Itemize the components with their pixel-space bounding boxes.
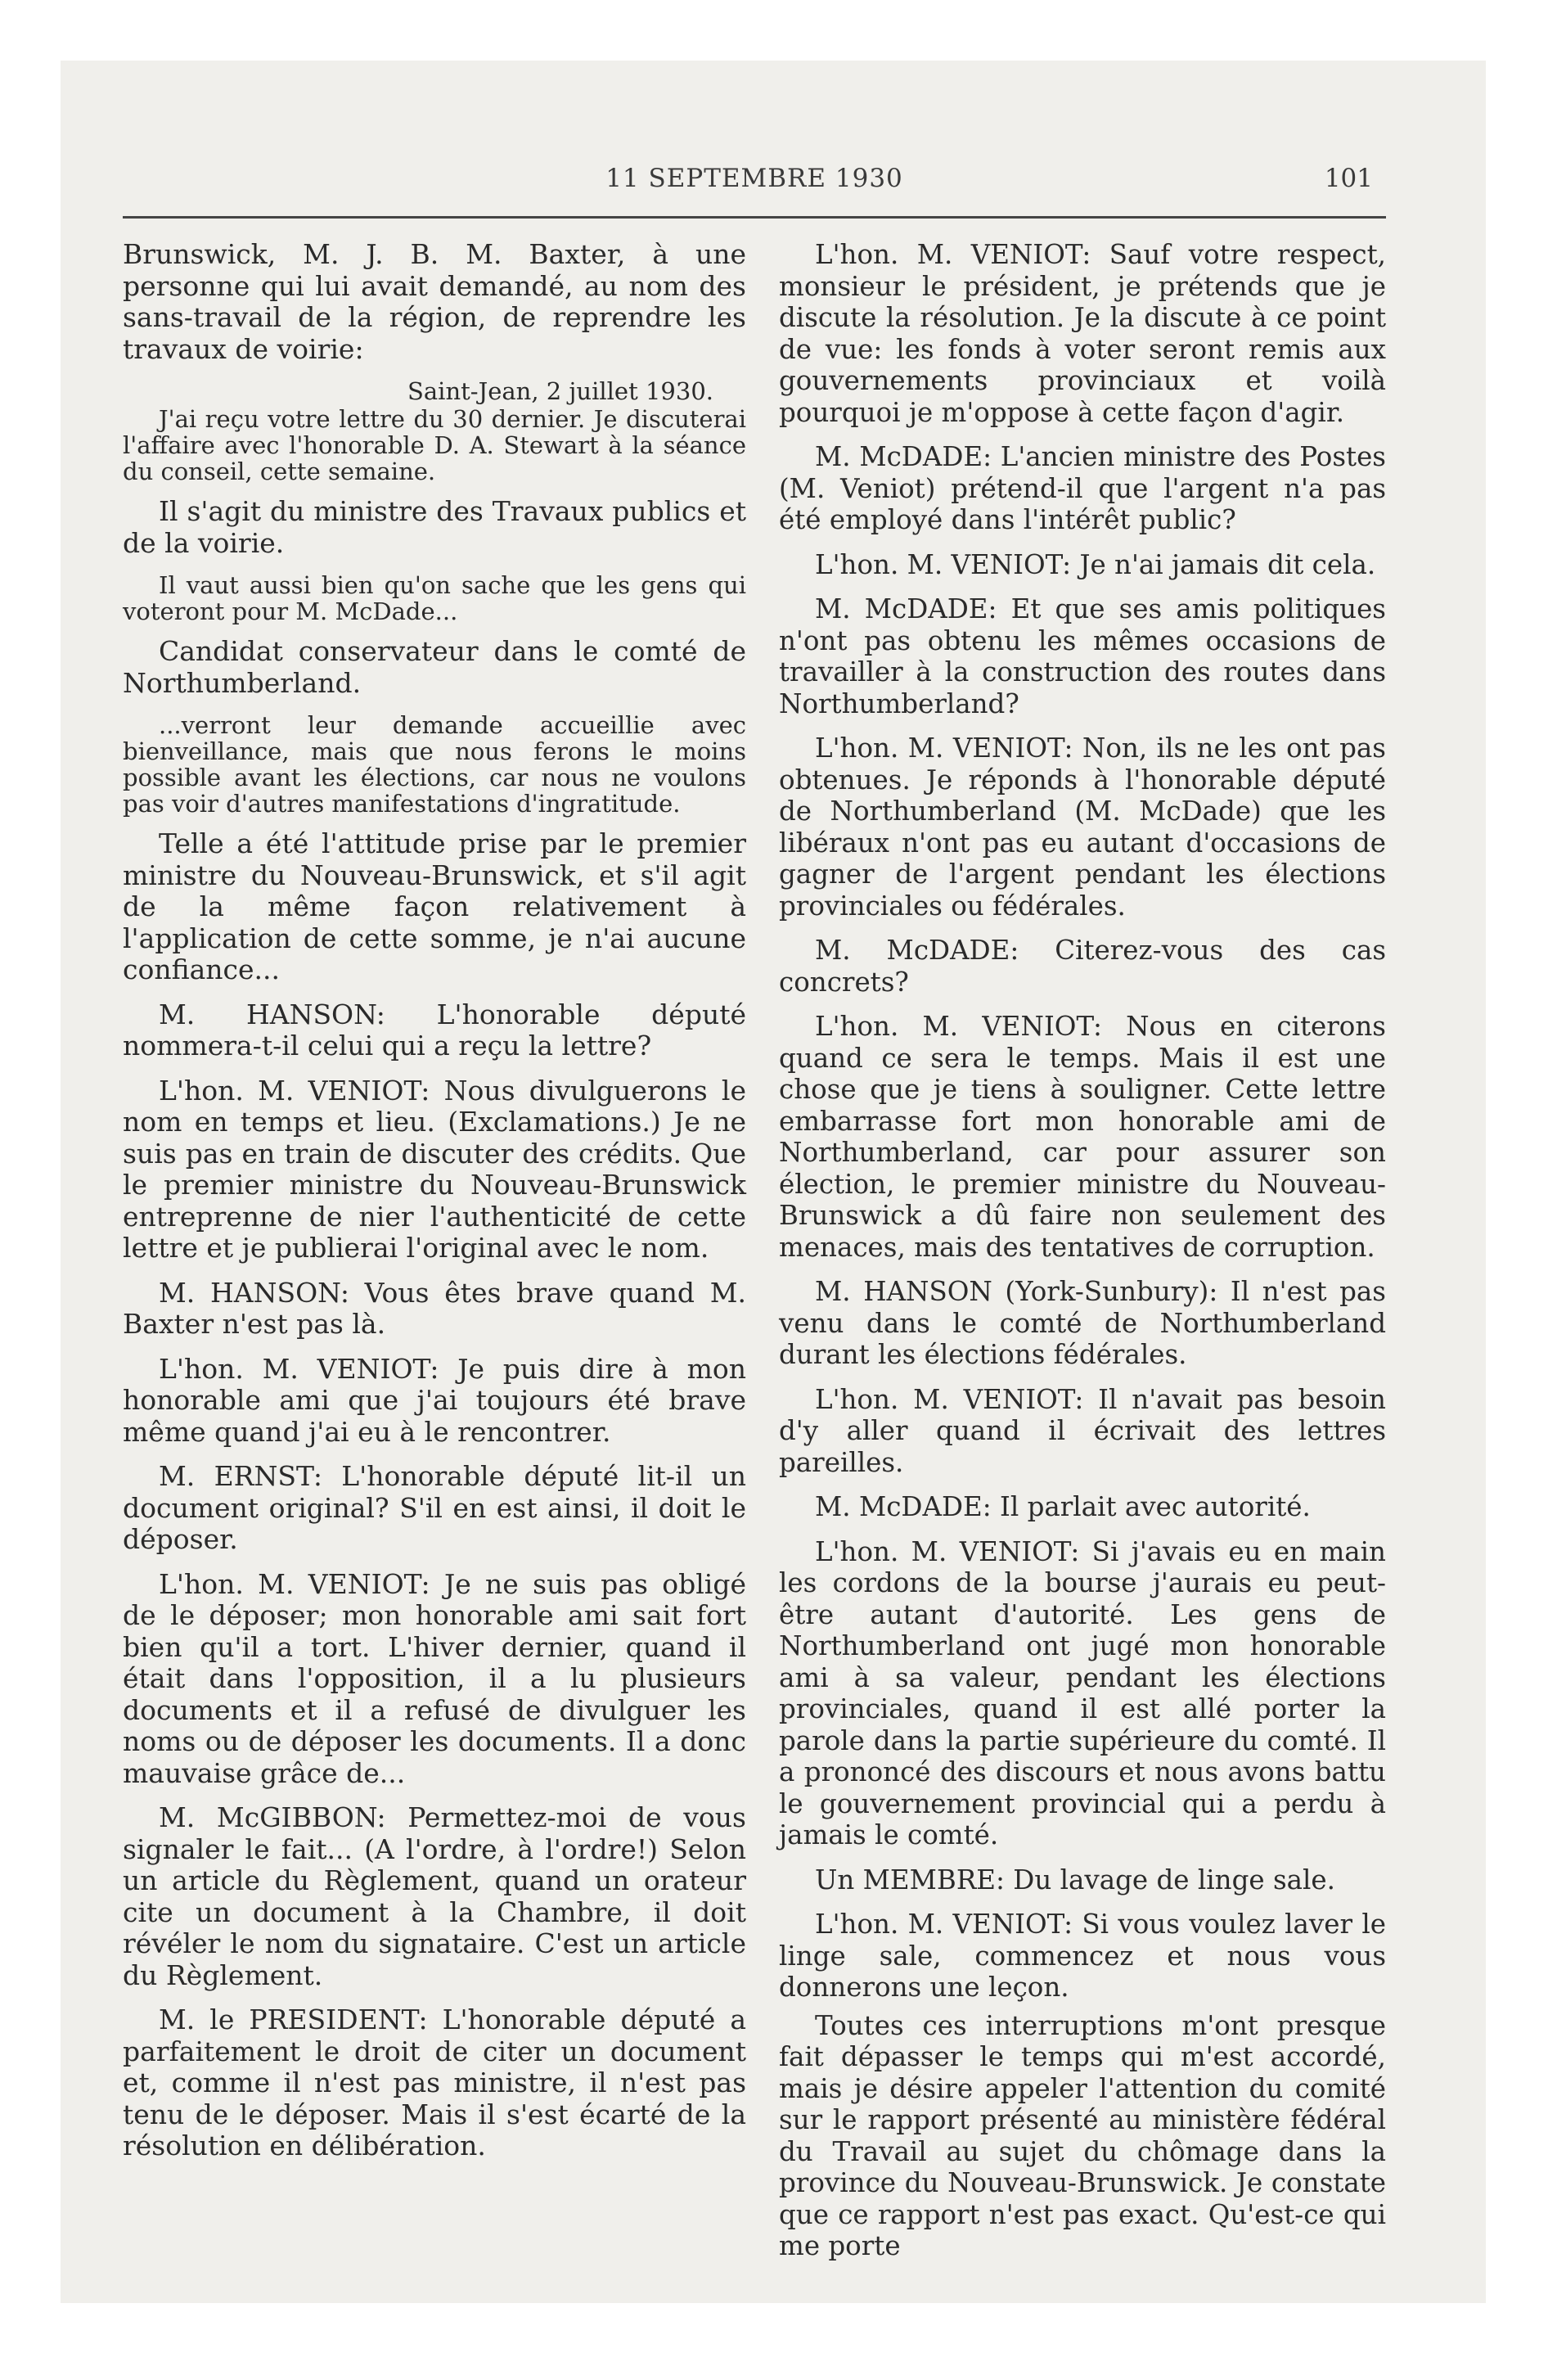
speech-veniot: L'hon. M. VENIOT: Si vous voulez laver le linge sale, commencez et nous vous donnerons une leçon. bbox=[779, 1909, 1386, 2003]
quote-paragraph: Il vaut aussi bien qu'on sache que les gens qui voteront pour M. McDade... bbox=[123, 571, 746, 625]
speech-veniot: L'hon. M. VENIOT: Non, ils ne les ont pas obtenues. Je réponds à l'honorable député de Northumberland (M. McDade) que les libéraux n'ont pas eu autant d'occasions de gagner de l'argent pendant les élections provinciales ou fédérales. bbox=[779, 732, 1386, 922]
quote-paragraph: ...verront leur demande accueillie avec bienveillance, mais que nous ferons le moins possible avant les élections, car nous ne voulons pas voir d'autres manifestations d'ingratitude. bbox=[123, 711, 746, 818]
speech-veniot: L'hon. M. VENIOT: Je puis dire à mon honorable ami que j'ai toujours été brave même quand j'ai eu à le rencontrer. bbox=[123, 1352, 746, 1448]
header-date: 11 SEPTEMBRE 1930 bbox=[605, 164, 903, 193]
quote-dateline: Saint-Jean, 2 juillet 1930. bbox=[407, 377, 713, 405]
speech-member: Un MEMBRE: Du lavage de linge sale. bbox=[815, 1864, 1335, 1895]
speech-mcdade: M. McDADE: Et que ses amis politiques n'ont pas obtenu les mêmes occasions de travailler à la construction des routes dans Northumberland? bbox=[779, 593, 1386, 719]
page-number: 101 bbox=[1324, 164, 1373, 193]
quote-paragraph: J'ai reçu votre lettre du 30 dernier. Je discuterai l'affaire avec l'honorable D. A. Stewart à la séance du conseil, cette semaine. bbox=[123, 405, 746, 485]
paragraph: Il s'agit du ministre des Travaux publics et de la voirie. bbox=[123, 495, 746, 559]
page-header bbox=[123, 164, 1386, 205]
paragraph: Telle a été l'attitude prise par le premier ministre du Nouveau-Brunswick, et s'il agit de la même façon relativement à l'application de cette somme, je n'ai aucune confiance... bbox=[123, 827, 746, 985]
speech-mcdade: M. McDADE: Citerez-vous des cas concrets? bbox=[779, 935, 1386, 998]
paragraph: Toutes ces interruptions m'ont presque fait dépasser le temps qui m'est accordé, mais je désire appeler l'attention du comité sur le rapport présenté au ministère fédéral du Travail au sujet du chômage dans la province du Nouveau-Brunswick. Je constate que ce rapport n'est pas exact. Qu'est-ce qui me porte bbox=[779, 2009, 1386, 2261]
left-column bbox=[123, 239, 746, 2211]
speech-veniot: L'hon. M. VENIOT: Si j'avais eu en main les cordons de la bourse j'aurais eu peut-être autant d'autorité. Les gens de Northumberland ont jugé mon honorable ami à sa valeur, pendant les élections provinciales, quand il est allé porter la parole dans la partie supérieure du comté. Il a prononcé des discours et nous avons battu le gouvernement provincial qui a perdu à jamais le comté. bbox=[779, 1535, 1386, 1850]
speech-veniot: L'hon. M. VENIOT: Nous en citerons quand ce sera le temps. Mais il est une chose que je tiens à souligner. Cette lettre embarrasse fort mon honorable ami de Northumberland, car pour assurer son élection, le premier ministre du Nouveau-Brunswick a dû faire non seulement des menaces, mais des tentatives de corruption. bbox=[779, 1011, 1386, 1263]
speech-mcgibbon: M. McGIBBON: Permettez-moi de vous signaler le fait... (A l'ordre, à l'ordre!) Selon un article du Règlement, quand un orateur cite un document à la Chambre, il doit révéler le nom du signataire. C'est un article du Règlement. bbox=[123, 1801, 746, 1991]
speech-hanson: M. HANSON: L'honorable député nommera-t-il celui qui a reçu la lettre? bbox=[123, 998, 746, 1062]
paragraph: Brunswick, M. J. B. M. Baxter, à une personne qui lui avait demandé, au nom des sans-travail de la région, de reprendre les travaux de voirie: bbox=[123, 238, 746, 365]
paragraph: Candidat conservateur dans le comté de Northumberland. bbox=[123, 635, 746, 699]
speech-ernst: M. ERNST: L'honorable député lit-il un document original? S'il en est ainsi, il doit le déposer. bbox=[123, 1460, 746, 1555]
speech-mcdade: M. McDADE: Il parlait avec autorité. bbox=[815, 1491, 1311, 1522]
speech-mcdade: M. McDADE: L'ancien ministre des Postes (M. Veniot) prétend-il que l'argent n'a pas été employé dans l'intérêt public? bbox=[779, 441, 1386, 535]
right-column bbox=[779, 239, 1386, 2261]
header-rule bbox=[123, 216, 1386, 219]
speech-veniot: L'hon. M. VENIOT: Sauf votre respect, monsieur le président, je prétends que je discute la résolution. Je la discute à ce point de vue: les fonds à voter seront remis aux gouvernements provinciaux et voilà pourquoi je m'oppose à cette façon d'agir. bbox=[779, 239, 1386, 428]
speech-president: M. le PRESIDENT: L'honorable député a parfaitement le droit de citer un document et, comme il n'est pas ministre, il n'est pas tenu de le déposer. Mais il s'est écarté de la résolution en délibération. bbox=[123, 2004, 746, 2161]
speech-veniot: L'hon. M. VENIOT: Il n'avait pas besoin d'y aller quand il écrivait des lettres pareilles. bbox=[779, 1383, 1386, 1478]
speech-veniot: L'hon. M. VENIOT: Je ne suis pas obligé de le déposer; mon honorable ami sait fort bien qu'il a tort. L'hiver dernier, quand il était dans l'opposition, il a lu plusieurs documents et il a refusé de divulguer les noms ou de déposer les documents. Il a donc mauvaise grâce de... bbox=[123, 1567, 746, 1789]
speech-hanson: M. HANSON: Vous êtes brave quand M. Baxter n'est pas là. bbox=[123, 1276, 746, 1340]
speech-hanson: M. HANSON (York-Sunbury): Il n'est pas venu dans le comté de Northumberland durant les élections fédérales. bbox=[779, 1276, 1386, 1370]
speech-veniot: L'hon. M. VENIOT: Je n'ai jamais dit cela. bbox=[815, 548, 1376, 580]
speech-veniot: L'hon. M. VENIOT: Nous divulguerons le nom en temps et lieu. (Exclamations.) Je ne suis pas en train de discuter des crédits. Que le premier ministre du Nouveau-Brunswick entreprenne de nier l'authenticité de cette lettre et je publierai l'original avec le nom. bbox=[123, 1074, 746, 1264]
